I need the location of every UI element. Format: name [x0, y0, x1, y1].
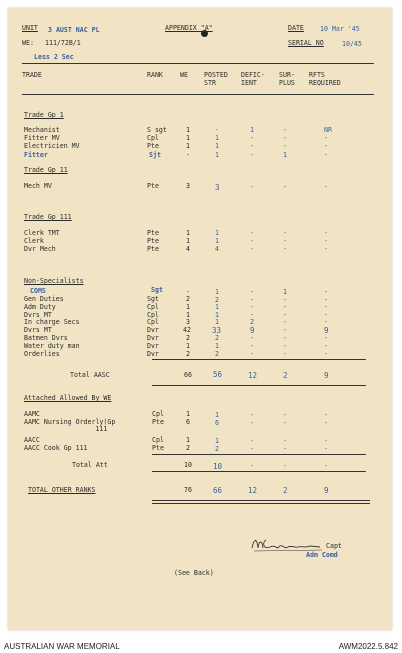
sur-cell: 2 — [283, 371, 288, 380]
subtotal-rule — [152, 359, 366, 360]
footer-accession-id: AWM2022.5.842 — [338, 642, 398, 651]
posted-cell: 1 — [215, 142, 219, 150]
def-cell: 12 — [248, 371, 258, 380]
serial-value: 10/45 — [342, 40, 362, 48]
rank-cell: Pte — [152, 444, 164, 452]
def-cell: - — [250, 350, 254, 358]
we-cell: 76 — [184, 486, 192, 494]
posted-cell: 1 — [215, 437, 219, 445]
posted-cell: 1 — [215, 311, 219, 319]
sur-cell: - — [283, 134, 287, 142]
we-cell: - — [186, 151, 190, 159]
sur-cell: - — [283, 142, 287, 150]
trade-cell: Gen Duties — [24, 295, 64, 303]
def-cell: 9 — [250, 326, 255, 335]
def-cell: - — [250, 334, 254, 342]
serial-label: SERIAL NO — [288, 39, 324, 47]
we-cell: 1 — [186, 237, 190, 245]
sur-cell: - — [283, 326, 287, 334]
rank-cell: Pte — [147, 142, 159, 150]
trade-cell: AACC Cook Gp 111 — [24, 444, 88, 452]
rfts-cell: - — [324, 419, 328, 427]
col-deficient: DEFIC- IENT — [241, 71, 265, 87]
def-cell: 2 — [250, 318, 254, 326]
rfts-cell: - — [324, 411, 328, 419]
col-trade: TRADE — [22, 71, 42, 79]
rfts-cell: - — [324, 342, 328, 350]
we-cell: 1 — [186, 229, 190, 237]
trade-cell: Fitter MV — [24, 134, 60, 142]
we-label: WE: — [22, 39, 34, 47]
def-cell: - — [250, 462, 254, 470]
def-cell: - — [250, 419, 254, 427]
we-cell: 3 — [186, 182, 190, 190]
posted-cell: 1 — [215, 229, 219, 237]
sur-cell: 1 — [283, 288, 287, 296]
sur-cell: - — [283, 303, 287, 311]
unit-label: UNIT — [22, 24, 38, 32]
trade-cell: COMS — [30, 287, 46, 295]
sur-cell: - — [283, 462, 287, 470]
rank-cell: Sjt — [149, 151, 161, 159]
def-cell: - — [250, 437, 254, 445]
posted-cell: 2 — [215, 334, 219, 342]
rank-cell: S sgt — [147, 126, 167, 134]
sur-cell: - — [283, 342, 287, 350]
we-value: 111/72B/1 — [45, 39, 81, 47]
trade-cell: AAMC Nursing Orderly(Gp 111 — [24, 418, 116, 434]
group-title: Non-Specialists — [24, 277, 84, 285]
final-double-rule-bottom — [152, 503, 370, 504]
sur-cell: - — [283, 126, 287, 134]
we-cell: 2 — [186, 444, 190, 452]
def-cell: - — [250, 311, 254, 319]
def-cell: - — [250, 229, 254, 237]
trade-cell: AACC — [24, 436, 40, 444]
def-cell: - — [250, 342, 254, 350]
posted-cell: 1 — [215, 318, 219, 326]
rfts-cell: - — [324, 142, 328, 150]
header-rule — [22, 63, 374, 64]
trade-cell: Dvrs MT — [24, 311, 52, 319]
we-cell: 2 — [186, 334, 190, 342]
def-cell: - — [250, 142, 254, 150]
final-double-rule-top — [152, 500, 370, 501]
posted-cell: 2 — [215, 445, 219, 453]
sur-cell: - — [283, 318, 287, 326]
rank-cell: Sgt — [151, 286, 163, 294]
rfts-cell: - — [324, 303, 328, 311]
rfts-cell: - — [324, 437, 328, 445]
subtotal-rule — [152, 454, 366, 455]
rank-cell: Pte — [152, 418, 164, 426]
we-cell: 42 — [183, 326, 191, 334]
posted-cell: 1 — [215, 411, 219, 419]
signature-rank: Capt — [326, 542, 342, 550]
sur-cell: - — [283, 350, 287, 358]
rfts-cell: - — [324, 237, 328, 245]
def-cell: - — [250, 296, 254, 304]
posted-cell: 66 — [213, 486, 223, 495]
posted-cell: 10 — [213, 462, 223, 471]
sur-cell: - — [283, 334, 287, 342]
rank-cell: Pte — [147, 182, 159, 190]
we-cell: 66 — [184, 371, 192, 379]
rank-cell: Cpl — [152, 410, 164, 418]
trade-cell: Fitter — [24, 151, 48, 159]
rfts-cell: - — [324, 445, 328, 453]
trade-cell: Electricien MV — [24, 142, 80, 150]
posted-cell: 1 — [215, 134, 219, 142]
rfts-cell: - — [324, 296, 328, 304]
rank-cell: Cpl — [147, 134, 159, 142]
posted-cell: 56 — [213, 370, 223, 379]
col-posted: POSTED STR — [204, 71, 228, 87]
def-cell: 12 — [248, 486, 258, 495]
trade-cell: Dvrs MT — [24, 326, 52, 334]
total-rule — [152, 471, 366, 472]
we-cell: 1 — [186, 342, 190, 350]
sur-cell: - — [283, 311, 287, 319]
we-cell: 1 — [186, 436, 190, 444]
trade-cell: Clerk TMT — [24, 229, 60, 237]
sur-cell: - — [283, 245, 287, 253]
rfts-cell: - — [324, 311, 328, 319]
def-cell: - — [250, 183, 254, 191]
trade-cell: In charge Secs — [24, 318, 80, 326]
def-cell: - — [250, 288, 254, 296]
def-cell: 1 — [250, 126, 254, 134]
rfts-cell: - — [324, 151, 328, 159]
def-cell: - — [250, 445, 254, 453]
appendix-title: APPENDIX "A" — [165, 24, 213, 32]
rank-cell: Dvr — [147, 334, 159, 342]
sur-cell: - — [283, 445, 287, 453]
unit-value: 3 AUST NAC PL — [48, 26, 100, 34]
posted-cell: 6 — [215, 419, 219, 427]
sur-cell: - — [283, 296, 287, 304]
we-cell: 1 — [186, 142, 190, 150]
footer-institution: AUSTRALIAN WAR MEMORIAL — [4, 642, 120, 651]
rfts-cell: NR — [324, 126, 332, 134]
rank-cell: Dvr — [147, 350, 159, 358]
posted-cell: - — [215, 126, 219, 134]
rfts-cell: 9 — [324, 326, 329, 335]
we-cell: 2 — [186, 350, 190, 358]
col-rank: RANK — [147, 71, 163, 79]
trade-cell: Water duty man — [24, 342, 80, 350]
rfts-cell: - — [324, 334, 328, 342]
columns-rule — [22, 94, 374, 95]
total-rule — [152, 385, 366, 386]
posted-cell: 1 — [215, 342, 219, 350]
sur-cell: - — [283, 437, 287, 445]
we-cell: 1 — [186, 134, 190, 142]
rfts-cell: - — [324, 350, 328, 358]
def-cell: - — [250, 237, 254, 245]
col-rfts: RFTS REQUIRED — [309, 71, 341, 87]
rfts-cell: 9 — [324, 371, 329, 380]
we-cell: 3 — [186, 318, 190, 326]
posted-cell: 33 — [212, 326, 222, 335]
signature-role: Adm Comd — [306, 551, 338, 559]
rank-cell: Cpl — [147, 303, 159, 311]
rfts-cell: - — [324, 183, 328, 191]
sur-cell: - — [283, 419, 287, 427]
attached-title: Attached Allowed By WE — [24, 394, 112, 402]
posted-cell: 4 — [215, 245, 219, 253]
we-cell: - — [186, 288, 190, 296]
sur-cell: - — [283, 411, 287, 419]
footer-bar — [0, 638, 402, 653]
posted-cell: 1 — [215, 303, 219, 311]
def-cell: - — [250, 411, 254, 419]
trade-cell: Mech MV — [24, 182, 52, 190]
date-value: 10 Mar '45 — [320, 25, 360, 33]
rank-cell: Pte — [147, 229, 159, 237]
we-cell: 1 — [186, 303, 190, 311]
rfts-cell: - — [324, 288, 328, 296]
rank-cell: Pte — [147, 245, 159, 253]
rfts-cell: 9 — [324, 486, 329, 495]
trade-cell: AAMC — [24, 410, 40, 418]
we-cell: 10 — [184, 461, 192, 469]
we-cell: 4 — [186, 245, 190, 253]
sur-cell: 2 — [283, 486, 288, 495]
we-cell: 6 — [186, 418, 190, 426]
rank-cell: Dvr — [147, 342, 159, 350]
we-cell: 1 — [186, 126, 190, 134]
trade-cell: Adm Duty — [24, 303, 56, 311]
sur-cell: - — [283, 183, 287, 191]
col-we: WE — [180, 71, 188, 79]
rfts-cell: - — [324, 318, 328, 326]
def-cell: - — [250, 134, 254, 142]
sur-cell: 1 — [283, 151, 287, 159]
group-title: Trade Gp 11 — [24, 166, 68, 174]
trade-cell: Dvr Mech — [24, 245, 56, 253]
group-title: Trade Gp 1 — [24, 111, 64, 119]
we-cell: 1 — [186, 410, 190, 418]
rank-cell: Cpl — [152, 436, 164, 444]
posted-cell: 1 — [215, 288, 219, 296]
rank-cell: Cpl — [147, 311, 159, 319]
less-note: Less 2 Sec — [34, 53, 74, 61]
posted-cell: 2 — [215, 350, 219, 358]
trade-cell: Clerk — [24, 237, 44, 245]
col-surplus: SUR- PLUS — [279, 71, 295, 87]
rfts-cell: - — [324, 462, 328, 470]
trade-cell: Orderlies — [24, 350, 60, 358]
we-cell: 1 — [186, 311, 190, 319]
sur-cell: - — [283, 229, 287, 237]
rfts-cell: - — [324, 134, 328, 142]
we-cell: 2 — [186, 295, 190, 303]
posted-cell: 3 — [215, 183, 220, 192]
sur-cell: - — [283, 237, 287, 245]
trade-cell: Mechanist — [24, 126, 60, 134]
group-title: Trade Gp 111 — [24, 213, 72, 221]
rank-cell: Cpl — [147, 318, 159, 326]
rank-cell: Dvr — [147, 326, 159, 334]
posted-cell: 2 — [215, 296, 219, 304]
total-aasc-label: Total AASC — [70, 371, 110, 379]
rfts-cell: - — [324, 229, 328, 237]
def-cell: - — [250, 303, 254, 311]
rfts-cell: - — [324, 245, 328, 253]
trade-cell: Batmen Dvrs — [24, 334, 68, 342]
rank-cell: Pte — [147, 237, 159, 245]
total-other-label: TOTAL OTHER RANKS — [28, 486, 96, 494]
def-cell: - — [250, 151, 254, 159]
posted-cell: 1 — [215, 151, 219, 159]
total-att-label: Total Att — [72, 461, 108, 469]
date-label: DATE — [288, 24, 304, 32]
def-cell: - — [250, 245, 254, 253]
posted-cell: 1 — [215, 237, 219, 245]
rank-cell: Sgt — [147, 295, 159, 303]
document-page — [8, 8, 392, 630]
see-back-note: (See Back) — [174, 569, 214, 577]
